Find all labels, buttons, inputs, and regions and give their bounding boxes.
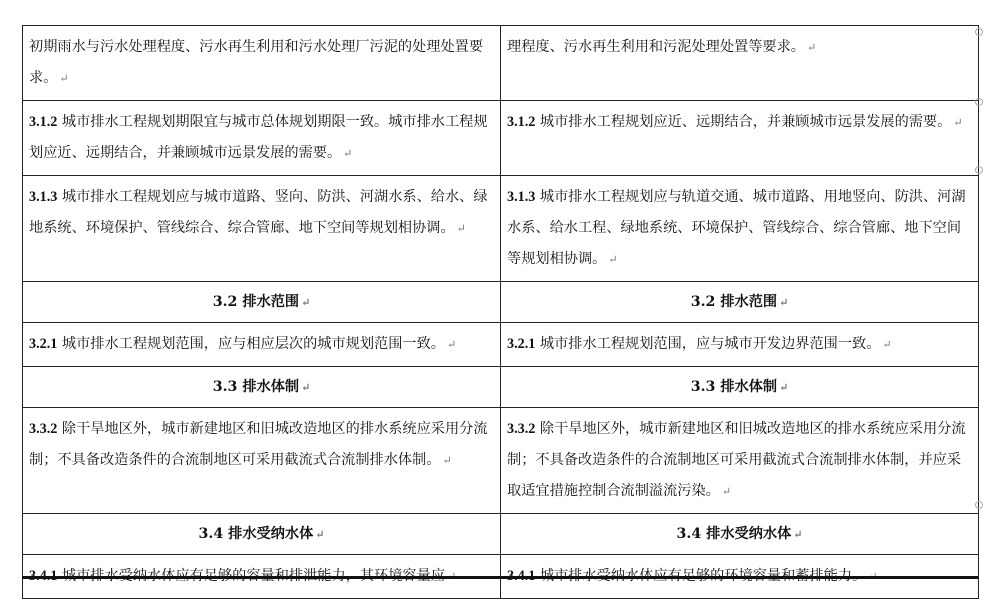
margin-marker <box>975 501 983 509</box>
section-title: 3.4 排水受纳水体 <box>676 526 792 542</box>
paragraph-mark-icon: ↵ <box>301 296 311 309</box>
clause-number: 3.2.1 <box>507 336 536 352</box>
new-clause-cell <box>501 367 979 408</box>
paragraph-mark-icon: ↵ <box>721 485 732 498</box>
old-clause-cell <box>23 176 501 282</box>
section-title: 3.2 排水范围 <box>212 294 300 310</box>
clause-text: 初期雨水与污水处理程度、污水再生利用和污水处理厂污泥的处理处置要求。 <box>29 39 484 86</box>
old-clause-cell <box>23 26 501 101</box>
section-title: 3.4 排水受纳水体 <box>198 526 314 542</box>
new-clause-cell <box>501 514 979 555</box>
paragraph-mark-icon: ↵ <box>301 381 311 394</box>
table-row <box>23 176 979 282</box>
paragraph-mark-icon: ↵ <box>779 381 789 394</box>
new-clause-cell <box>501 101 979 176</box>
old-clause-cell <box>23 514 501 555</box>
margin-marker <box>975 98 983 106</box>
clause-text: 理程度、污水再生利用和污泥处理处置等要求。 <box>507 39 805 55</box>
clause-number: 3.3.2 <box>507 421 536 437</box>
old-clause-cell <box>23 323 501 367</box>
clause-text: 城市排水工程规划范围，应与相应层次的城市规划范围一致。 <box>61 336 445 352</box>
table-row <box>23 101 979 176</box>
clause-text: 城市排水工程规划应与轨道交通、城市道路、用地竖向、防洪、河湖水系、给水工程、绿地系统、环境保护、管线综合、综合管廊、地下空间等规划相协调。 <box>507 189 966 267</box>
clause-number: 3.2.1 <box>29 336 58 352</box>
paragraph-mark-icon: ↵ <box>953 116 963 129</box>
clause-number: 3.1.3 <box>29 189 58 205</box>
clause-text: 城市排水工程规划范围，应与城市开发边界范围一致。 <box>539 336 881 352</box>
clause-number: 3.1.2 <box>29 114 58 130</box>
clause-text: 城市排水工程规划应近、远期结合，并兼顾城市远景发展的需要。 <box>539 114 952 130</box>
clause-text: 除干旱地区外，城市新建地区和旧城改造地区的排水系统应采用分流制；不具备改造条件的合流制地区可采用截流式合流制排水体制，并应采取适宜措施控制合流制溢流污染。 <box>507 421 966 499</box>
paragraph-mark-icon: ↵ <box>882 338 892 351</box>
paragraph-mark-icon: ↵ <box>343 147 353 160</box>
paragraph-mark-icon: ↵ <box>59 72 69 85</box>
new-clause-cell <box>501 176 979 282</box>
section-heading-row <box>23 514 979 555</box>
clause-text: 城市排水工程规划期限宜与城市总体规划期限一致。城市排水工程规划应近、远期结合，并兼顾城市远景发展的需要。 <box>29 114 488 161</box>
clause-number: 3.1.3 <box>507 189 536 205</box>
table-body <box>23 26 979 599</box>
table-row <box>23 323 979 367</box>
clause-text: 除干旱地区外，城市新建地区和旧城改造地区的排水系统应采用分流制；不具备改造条件的合流制地区可采用截流式合流制排水体制。 <box>29 421 488 468</box>
section-title: 3.3 排水体制 <box>212 379 300 395</box>
new-clause-cell <box>501 408 979 514</box>
new-clause-cell <box>501 282 979 323</box>
paragraph-mark-icon: ↵ <box>442 454 452 467</box>
section-title: 3.3 排水体制 <box>690 379 778 395</box>
comparison-table <box>22 25 979 599</box>
new-clause-cell <box>501 323 979 367</box>
clause-text: 城市排水工程规划应与城市道路、竖向、防洪、河湖水系、给水、绿地系统、环境保护、管线综合、综合管廊、地下空间等规划相协调。 <box>29 189 488 236</box>
margin-marker <box>975 28 983 36</box>
table-row <box>23 26 979 101</box>
paragraph-mark-icon: ↵ <box>608 253 618 266</box>
paragraph-mark-icon: ↵ <box>315 528 325 541</box>
page-bottom-border <box>22 576 978 579</box>
paragraph-mark-icon: ↵ <box>806 41 817 54</box>
section-title: 3.2 排水范围 <box>690 294 778 310</box>
paragraph-mark-icon: ↵ <box>793 528 803 541</box>
new-clause-cell <box>501 26 979 101</box>
old-clause-cell <box>23 408 501 514</box>
table-row <box>23 408 979 514</box>
paragraph-mark-icon: ↵ <box>779 296 789 309</box>
old-clause-cell <box>23 367 501 408</box>
clause-number: 3.3.2 <box>29 421 58 437</box>
old-clause-cell <box>23 101 501 176</box>
section-heading-row <box>23 282 979 323</box>
old-clause-cell <box>23 282 501 323</box>
section-heading-row <box>23 367 979 408</box>
paragraph-mark-icon: ↵ <box>446 338 457 351</box>
clause-number: 3.1.2 <box>507 114 536 130</box>
paragraph-mark-icon: ↵ <box>456 222 466 235</box>
margin-marker <box>975 166 983 174</box>
